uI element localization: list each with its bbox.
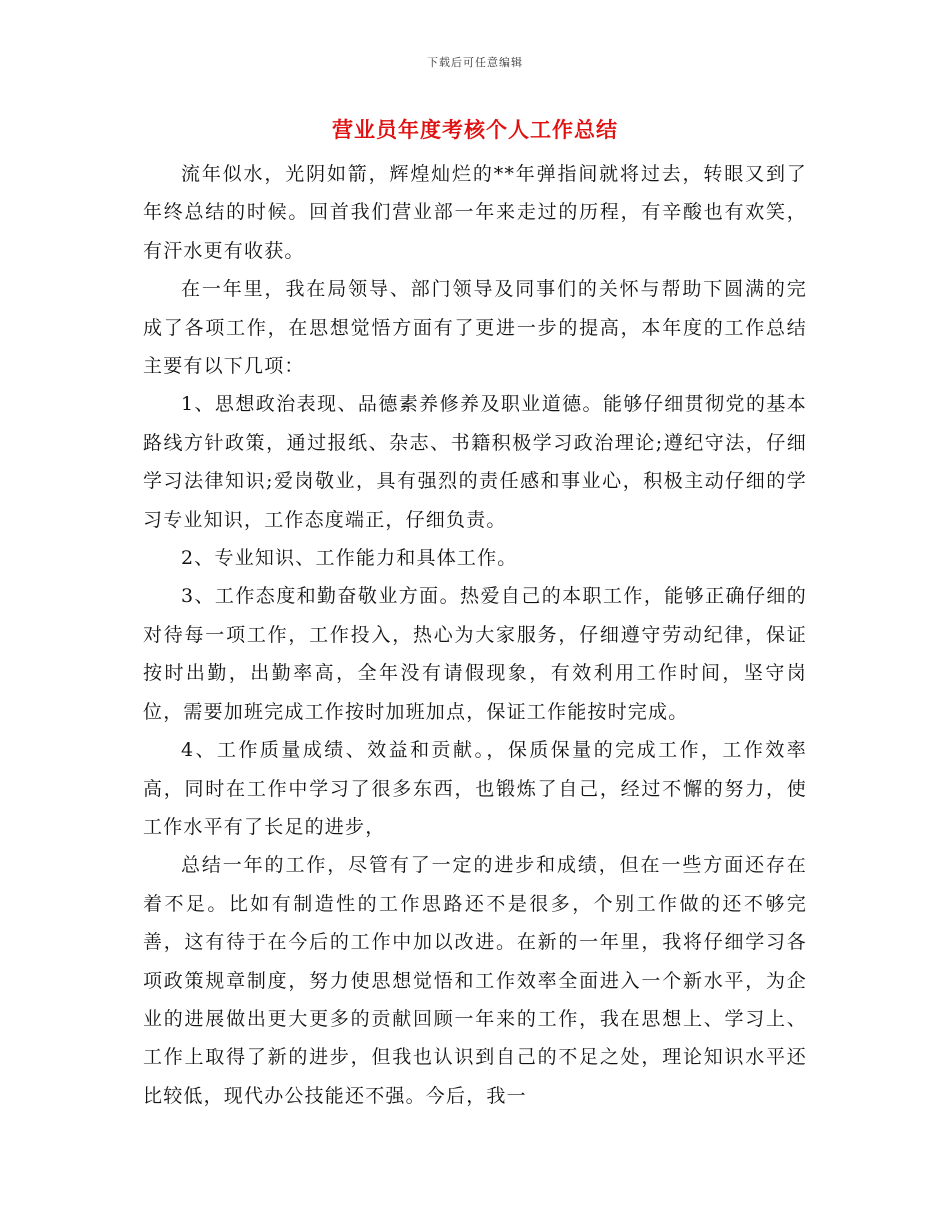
paragraph-summary: 总结一年的工作，尽管有了一定的进步和成绩，但在一些方面还存在着不足。比如有制造性的工作思路还不是很多，个别工作做的还不够完善，这有待于在今后的工作中加以改进。在新的一年里，我将仔细学习各项政策规章制度，努力使思想觉悟和工作效率全面进入一个新水平，为企业的进展做出更大更多的贡献回顾一年来的工作，我在思想上、学习上、工作上取得了新的进步，但我也认识到自己的不足之处，理论知识水平还比较低，现代办公技能还不强。今后，我一: [143, 854, 807, 1107]
paragraph-intro: 流年似水，光阴如箭，辉煌灿烂的**年弹指间就将过去，转眼又到了年终总结的时候。回首我们营业部一年来走过的历程，有辛酸也有欢笑，有汗水更有收获。: [143, 163, 807, 262]
document-title: 营业员年度考核个人工作总结: [332, 117, 618, 142]
paragraph-item-3: 3、工作态度和勤奋敬业方面。热爱自己的本职工作，能够正确仔细的对待每一项工作，工作投入，热心为大家服务，仔细遵守劳动纪律，保证按时出勤，出勤率高，全年没有请假现象，有效利用工作时间，坚守岗位，需要加班完成工作按时加班加点，保证工作能按时完成。: [143, 585, 807, 723]
document-body: [143, 155, 807, 1115]
paragraph-item-4: 4、工作质量成绩、效益和贡献。，保质保量的完成工作，工作效率高，同时在工作中学习了很多东西，也锻炼了自己，经过不懈的努力，使工作水平有了长足的进步，: [143, 739, 807, 838]
paragraph-item-1: 1、思想政治表现、品德素养修养及职业道德。能够仔细贯彻党的基本路线方针政策，通过报纸、杂志、书籍积极学习政治理论;遵纪守法，仔细学习法律知识;爱岗敬业，具有强烈的责任感和事业心，积极主动仔细的学习专业知识，工作态度端正，仔细负责。: [143, 393, 807, 531]
paragraph-item-2: 2、专业知识、工作能力和具体工作。: [181, 547, 518, 570]
paragraph-overview: 在一年里，我在局领导、部门领导及同事们的关怀与帮助下圆满的完成了各项工作，在思想觉悟方面有了更进一步的提高，本年度的工作总结主要有以下几项：: [143, 278, 807, 378]
header-note: 下载后可任意编辑: [427, 56, 523, 69]
